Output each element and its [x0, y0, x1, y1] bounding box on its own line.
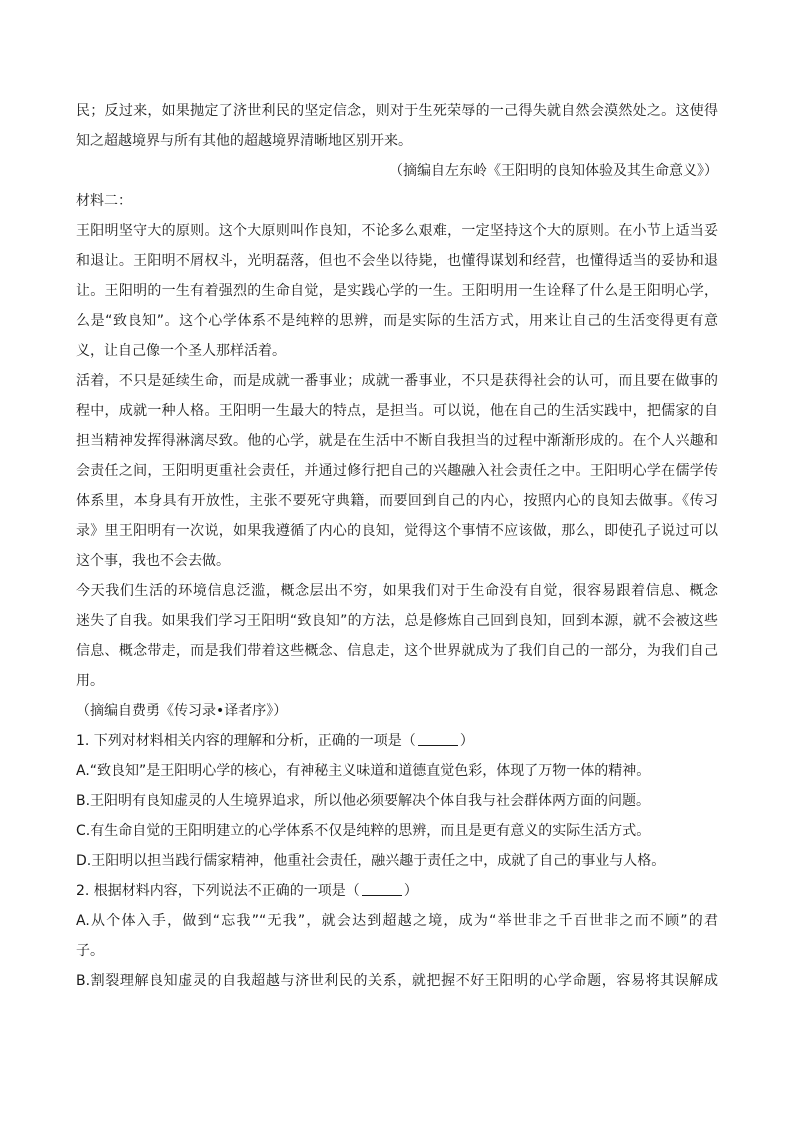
option-c: C.有生命自觉的王阳明建立的心学体系不仅是纯粹的思辨，而且是更有意义的实际生活方式。	[76, 823, 651, 839]
text-line: 录》里王阳明有一次说，如果我遵循了内心的良知，觉得这个事情不应该做，那么，即使孔子说过可以	[76, 523, 718, 539]
text-line: 义，让自己像一个圣人那样活着。	[76, 343, 286, 359]
text-line: 知之超越境界与所有其他的超越境界清晰地区别开来。	[76, 133, 412, 149]
text-line: 么是“致良知”。这个心学体系不是纯粹的思辨，而是实际的生活方式，用来让自己的生活变得更有意	[76, 313, 718, 329]
text-line: 和退让。王阳明不屑权斗，光明磊落，但也不会坐以待毙，也懂得谋划和经营，也懂得适当的妥协和退	[76, 253, 718, 269]
source-citation: （摘编自左东岭《王阳明的良知体验及其生命意义》）	[389, 163, 718, 179]
option-b: B.王阳明有良知虚灵的人生境界追求，所以他必须要解决个体自我与社会群体两方面的问题。	[76, 793, 651, 809]
question-stem	[76, 726, 718, 756]
paragraph	[76, 576, 718, 696]
text-line: 民；反过来，如果抛定了济世利民的坚定信念，则对于生死荣辱的一己得失就自然会漠然处之。这使得	[76, 103, 718, 119]
material-one-continuation	[76, 96, 718, 156]
text-line: 会责任之间，王阳明更重社会责任，并通过修行把自己的兴趣融入社会责任之中。王阳明心学在儒学传	[76, 463, 718, 479]
option-d: D.王阳明以担当践行儒家精神，他重社会责任，融兴趣于责任之中，成就了自己的事业与人格。	[76, 853, 666, 869]
answer-blank[interactable]	[362, 881, 402, 896]
text-line: 迷失了自我。如果我们学习王阳明“致良知”的方法，总是修炼自己回到良知，回到本源，就不会被这些	[76, 613, 718, 629]
answer-blank[interactable]	[418, 731, 458, 746]
question-stem-text: 1. 下列对材料相关内容的理解和分析，正确的一项是（	[76, 733, 416, 749]
text-line: 担当精神发挥得淋漓尽致。他的心学，就是在生活中不断自我担当的过程中渐渐形成的。在个人兴趣和	[76, 433, 718, 449]
question-stem-text: 2. 根据材料内容，下列说法不正确的一项是（	[76, 883, 360, 899]
question-1	[76, 726, 718, 876]
option-a: A.“致良知”是王阳明心学的核心，有神秘主义味道和道德直觉色彩，体现了万物一体的精神。	[76, 763, 651, 779]
text-line: 让。王阳明的一生有着强烈的生命自觉，是实践心学的一生。王阳明用一生诠释了什么是王阳明心学，	[76, 283, 718, 299]
section-heading: 材料二：	[76, 193, 132, 209]
text-line: 今天我们生活的环境信息泛滥，概念层出不穷，如果我们对于生命没有自觉，很容易跟着信息、概念	[76, 583, 718, 599]
text-line: 王阳明坚守大的原则。这个大原则叫作良知，不论多么艰难，一定坚持这个大的原则。在小节上适当妥	[76, 223, 718, 239]
question-stem-close: ）	[403, 883, 418, 899]
option-b: B.割裂理解良知虚灵的自我超越与济世利民的关系，就把握不好王阳明的心学命题，容易将其误解成	[76, 973, 718, 989]
source-citation: （摘编自费勇《传习录•译者序》）	[76, 703, 288, 719]
question-stem-close: ）	[459, 733, 474, 749]
option-a: A.从个体入手，做到“忘我”“无我”，就会达到超越之境，成为“举世非之千百世非之而不顾”的君	[76, 913, 718, 929]
paragraph	[76, 216, 718, 366]
text-line: 用。	[76, 673, 104, 689]
text-line: 程中，成就一种人格。王阳明一生最大的特点，是担当。可以说，他在自己的生活实践中，把儒家的自	[76, 403, 718, 419]
text-line: 体系里，本身具有开放性，主张不要死守典籍，而要回到自己的内心，按照内心的良知去做事。《传习	[76, 493, 718, 509]
text-line: 信息、概念带走，而是我们带着这些概念、信息走，这个世界就成为了我们自己的一部分，为我们自己	[76, 643, 718, 659]
text-line: 活着，不只是延续生命，而是成就一番事业；成就一番事业，不只是获得社会的认可，而且要在做事的	[76, 373, 718, 389]
option-a-continuation: 子。	[76, 943, 104, 959]
text-line: 这个事，我也不会去做。	[76, 553, 230, 569]
question-stem	[76, 876, 718, 906]
paragraph	[76, 366, 718, 576]
question-2	[76, 876, 718, 996]
